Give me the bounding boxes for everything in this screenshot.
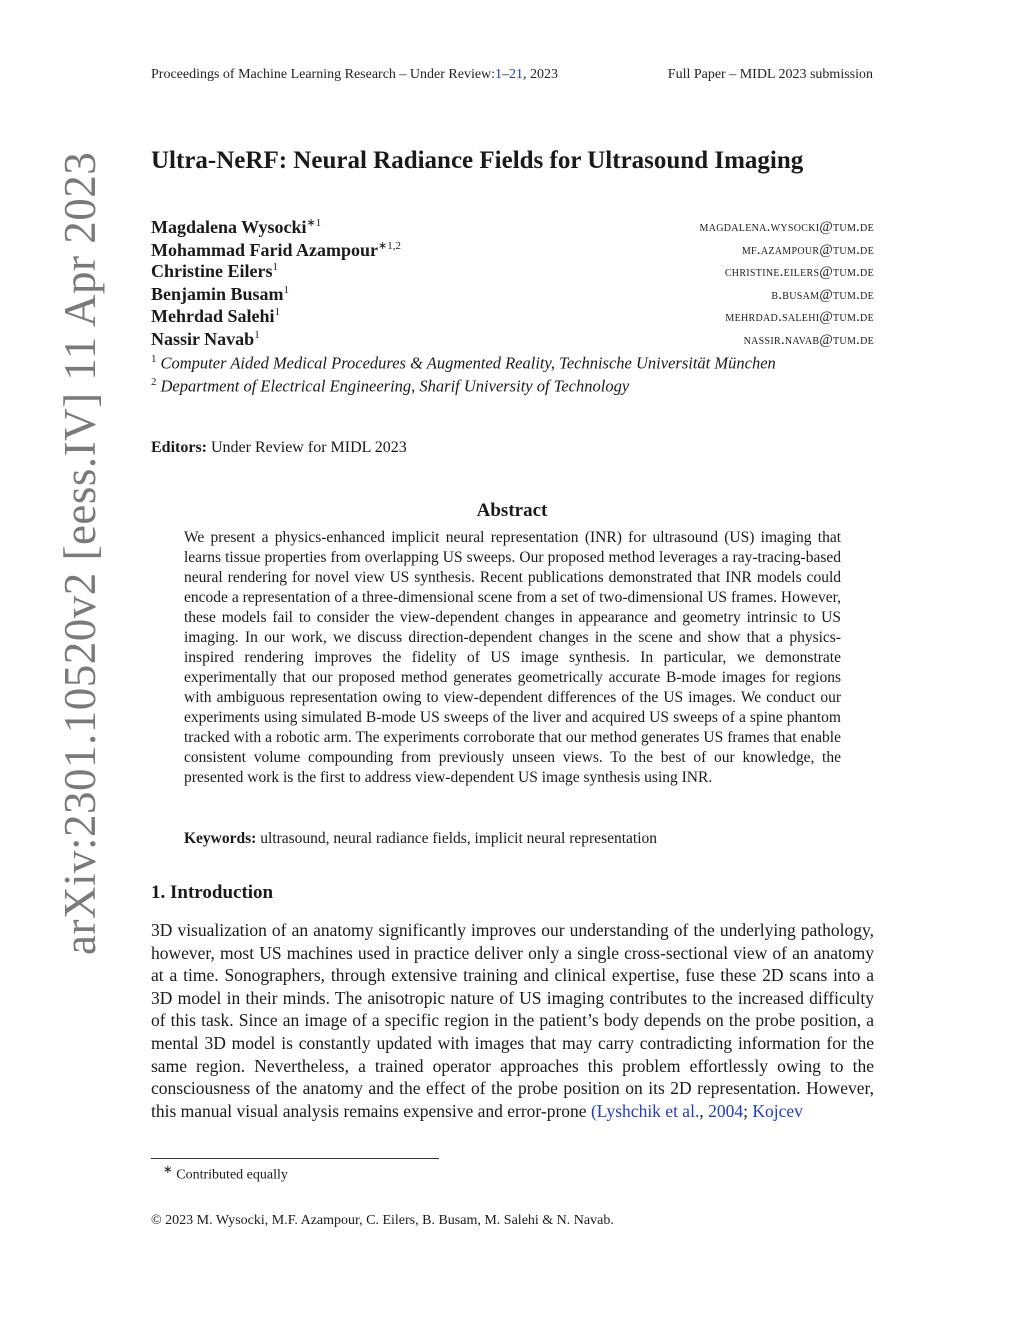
page-end-link[interactable]: 21: [509, 67, 524, 82]
author-name: Christine Eilers$^1$: [151, 261, 278, 281]
author-row: [151, 329, 874, 351]
citation-link-lyshchik[interactable]: Lyshchik et al.: [596, 1100, 700, 1121]
author-row: [151, 306, 874, 328]
author-name: Magdalena Wysocki$^{∗1}$: [151, 217, 322, 237]
footnote-rule: [151, 1158, 439, 1159]
abstract-heading: Abstract: [476, 500, 548, 521]
introduction-paragraph: [151, 919, 874, 1122]
copyright-line: [151, 1213, 614, 1229]
author-marks: 1: [283, 284, 290, 296]
footnote-mark: ∗: [163, 1163, 173, 1176]
citation-link-2004[interactable]: 2004: [708, 1100, 744, 1121]
author-marks: 1: [272, 261, 278, 273]
author-marks: ∗1,2: [378, 240, 401, 252]
abstract-text: We present a physics-enhanced implicit neural representation (INR) for ultrasound (US) imaging that learns tissue properties from overlapping US sweeps. Our proposed method leverages a ray-tracing-based neural rendering for novel view US synthesis. Recent publications demonstrated that INR models could encode a representation of a three-dimensional scene from a set of two-dimensional US frames. However, these models fail to consider the view-dependent changes in appearance and geometry intrinsic to US imaging. In our work, we discuss direction-dependent changes in the scene and show that a physics-inspired rendering improves the fidelity of US image synthesis. In particular, we demonstrate experimentally that our proposed method generates geometrically accurate B-mode images for regions with ambiguous representation owing to view-dependent differences of the US images. We conduct our experiments using simulated B-mode US sweeps of the liver and acquired US sweeps of a spine phantom tracked with a robotic arm. The experiments corroborate that our method generates US frames that enable consistent volume compounding from previously unseen views. To the best of our knowledge, the presented work is the first to address view-dependent US image synthesis using INR.: [184, 529, 841, 786]
keywords-label: Keywords:: [184, 830, 257, 847]
editors-label: Editors:: [151, 439, 207, 456]
author-email: magdalena.wysocki@tum.de: [699, 219, 874, 235]
author-row: [151, 216, 874, 238]
affiliation-mark: 1: [151, 353, 157, 365]
author-row: [151, 284, 874, 306]
introduction-text: 3D visualization of an anatomy significantly improves our understanding of the underlying pathology, however, most US machines used in practice deliver only a single cross-sectional view of an anatomy at a time. Sonographers, through extensive training and clinical expertise, fuse these 2D scans into a 3D model in their minds. The anisotropic nature of US imaging contributes to the increased difficulty of this task. Since an image of a specific region in the patient’s body depends on the probe position, a mental 3D model is constantly updated with images that may carry contradicting information for the same region. Nevertheless, a trained operator approaches this problem effortlessly owing to the consciousness of the anatomy and the effect of the probe position on its 2D representation. However, this manual visual analysis remains expensive and error-prone: [151, 920, 874, 1121]
affiliation: [151, 376, 629, 397]
keywords-text: ultrasound, neural radiance fields, implicit neural representation: [256, 830, 658, 847]
author-email: christine.eilers@tum.de: [724, 264, 874, 280]
affiliation: [151, 353, 776, 374]
author-row: [151, 239, 874, 261]
author-marks: 1: [274, 306, 281, 318]
author-marks: ∗1: [306, 217, 322, 229]
page-start-link[interactable]: 1: [495, 67, 503, 82]
affiliation-text: Department of Electrical Engineering, Sharif University of Technology: [160, 376, 630, 396]
keywords-line: [184, 830, 844, 848]
footnote: [163, 1162, 288, 1184]
author-marks: 1: [254, 329, 260, 341]
affiliation-mark: 2: [151, 376, 157, 388]
citation-open: (: [590, 1100, 597, 1121]
citation-separator: ,: [699, 1100, 709, 1121]
author-row: [151, 261, 874, 283]
editors-text: Under Review for MIDL 2023: [207, 439, 407, 456]
author-name: Mohammad Farid Azampour$^{∗1,2}$: [151, 240, 401, 260]
author-email: mf.azampour@tum.de: [741, 242, 874, 258]
header-year: , 2023: [523, 67, 559, 82]
author-name: Mehrdad Salehi$^1$: [151, 306, 281, 326]
author-name: Nassir Navab$^1$: [151, 329, 260, 349]
running-header-left: [151, 67, 558, 83]
running-header-right: Full Paper – MIDL 2023 submission: [667, 67, 873, 82]
paper-title: Ultra-NeRF: Neural Radiance Fields for Ultrasound Imaging: [151, 147, 804, 174]
copyright-text: 2023 M. Wysocki, M.F. Azampour, C. Eilers, B. Busam, M. Salehi & N. Navab.: [161, 1213, 614, 1228]
affiliation-text: Computer Aided Medical Procedures & Augmented Reality, Technische Universität München: [160, 353, 776, 373]
page-range-dash: –: [502, 67, 510, 82]
author-email: nassir.navab@tum.de: [743, 332, 874, 348]
author-email: mehrdad.salehi@tum.de: [725, 309, 874, 325]
arxiv-stamp: arXiv:2301.10520v2 [eess.IV] 11 Apr 2023: [55, 151, 105, 955]
copyright-symbol: ©: [151, 1213, 162, 1228]
citation-separator: ;: [743, 1100, 753, 1121]
section-heading-introduction: 1. Introduction: [151, 882, 274, 903]
editors-line: [151, 439, 407, 457]
author-email: b.busam@tum.de: [771, 287, 874, 303]
author-name: Benjamin Busam$^1$: [151, 284, 290, 304]
citation-link-kojcev[interactable]: Kojcev: [752, 1100, 803, 1121]
proceedings-text: Proceedings of Machine Learning Research – Under Review:: [151, 67, 496, 82]
footnote-text: Contributed equally: [172, 1167, 288, 1183]
